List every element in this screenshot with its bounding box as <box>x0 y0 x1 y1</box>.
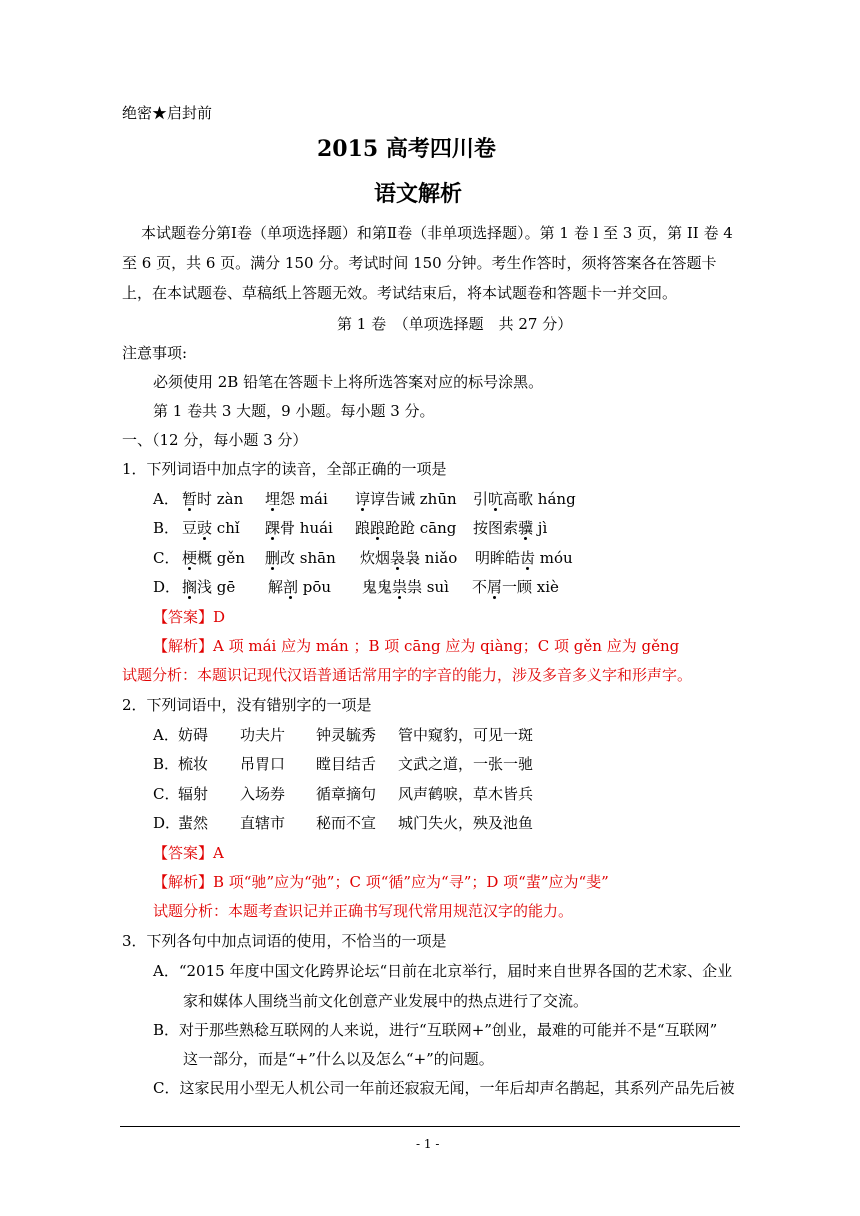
option-item: 文武之道，一张一驰 <box>398 755 534 773</box>
page-subtitle: 语文解析 <box>374 181 463 207</box>
section-heading: 一、（12 分，每小题 3 分） <box>122 431 308 449</box>
option-item: 秘而不宣 <box>316 814 377 832</box>
option-item: 豆豉 chǐ <box>182 519 240 537</box>
emphasis-dot-char: 袅 <box>390 549 406 567</box>
option-item: 钟灵毓秀 <box>316 726 377 744</box>
emphasis-dot-char: 剖 <box>283 578 299 596</box>
emphasis-dot-char: 梗 <box>182 549 198 567</box>
option-item: 暂时 zàn <box>182 490 244 508</box>
option-item: 入场券 <box>240 785 286 803</box>
notes-label: 注意事项: <box>122 344 188 362</box>
option-item: 炊烟袅袅 niǎo <box>360 549 458 567</box>
option-item: 搁浅 gē <box>182 578 236 596</box>
analysis-line: 【解析】B 项“驰”应为“弛”；C 项“循”应为“寻”；D 项“蜚”应为“斐” <box>153 873 609 891</box>
option-item: 循章摘句 <box>316 785 377 803</box>
option-item: 城门失火，殃及池鱼 <box>398 814 534 832</box>
emphasis-dot-char: 屑 <box>487 578 503 596</box>
option-text: 这一部分，而是“+”什么以及怎么“+”的问题。 <box>183 1050 494 1068</box>
intro-line: 上，在本试题卷、草稿纸上答题无效。考试结束后，将本试题卷和答题卡一并交回。 <box>122 284 678 302</box>
intro-line: 至 6 页，共 6 页。满分 150 分。考试时间 150 分钟。考生作答时，须将答案各在答题卡 <box>122 254 717 272</box>
analysis-note: 试题分析：本题考查识记并正确书写现代常用规范汉字的能力。 <box>153 902 574 920</box>
option-item: 梗概 gěn <box>182 549 245 567</box>
page-title: 2015 高考四川卷 <box>317 136 496 162</box>
emphasis-dot-char: 暂 <box>182 490 198 508</box>
option-item: 踉踉跄跄 cāng <box>355 519 457 537</box>
option-label: B． <box>153 755 180 773</box>
option-label: D． <box>153 578 181 596</box>
note-item: 第 1 卷共 3 大题，9 小题。每小题 3 分。 <box>153 402 435 420</box>
option-item: 按图索骥 jì <box>473 519 548 537</box>
option-item: 删改 shān <box>265 549 336 567</box>
option-text: A．“2015 年度中国文化跨界论坛“日前在北京举行，届时来自世界各国的艺术家、企业 <box>153 962 733 980</box>
option-text: B．对于那些熟稔互联网的人来说，进行“互联网+”创业，最难的可能并不是“互联网” <box>153 1021 718 1039</box>
emphasis-dot-char: 删 <box>265 549 281 567</box>
option-item: 梳妆 <box>178 755 209 773</box>
option-item: 蜚然 <box>178 814 209 832</box>
option-item: 不屑一顾 xiè <box>472 578 559 596</box>
option-item: 辐射 <box>178 785 209 803</box>
option-label: A． <box>153 490 179 508</box>
analysis-note: 试题分析：本题识记现代汉语普通话常用字的字音的能力，涉及多音多义字和形声字。 <box>122 666 693 684</box>
option-item: 鬼鬼祟祟 suì <box>362 578 449 596</box>
page-number: - 1 - <box>416 1137 440 1151</box>
footer-rule <box>120 1126 740 1127</box>
part-heading: 第 1 卷 （单项选择题 共 27 分） <box>337 315 573 333</box>
question-stem: 1．下列词语中加点字的读音，全部正确的一项是 <box>122 460 447 478</box>
emphasis-dot-char: 豉 <box>197 519 213 537</box>
emphasis-dot-char: 谆 <box>355 490 371 508</box>
answer-line: 【答案】D <box>153 608 226 626</box>
option-item: 明眸皓齿 móu <box>475 549 573 567</box>
option-label: D． <box>153 814 181 832</box>
option-item: 引吭高歌 háng <box>473 490 576 508</box>
emphasis-dot-char: 骥 <box>518 519 534 537</box>
question-stem: 3．下列各句中加点词语的使用，不恰当的一项是 <box>122 932 447 950</box>
option-item: 埋怨 mái <box>265 490 328 508</box>
analysis-line: 【解析】A 项 mái 应为 mán ；B 项 cāng 应为 qiàng；C 项 gěn 应为 gěng <box>153 637 680 655</box>
emphasis-dot-char: 齿 <box>520 549 536 567</box>
option-item: 妨碍 <box>178 726 209 744</box>
option-item: 直辖市 <box>240 814 286 832</box>
option-item: 吊胃口 <box>240 755 286 773</box>
confidential-label: 绝密★启封前 <box>122 104 213 122</box>
option-label: C． <box>153 785 180 803</box>
emphasis-dot-char: 踉 <box>370 519 386 537</box>
option-item: 风声鹤唳，草木皆兵 <box>398 785 534 803</box>
emphasis-dot-char: 搁 <box>182 578 198 596</box>
emphasis-dot-char: 踝 <box>265 519 281 537</box>
option-item: 踝骨 huái <box>265 519 333 537</box>
option-label: C． <box>153 549 180 567</box>
emphasis-dot-char: 埋 <box>265 490 281 508</box>
option-label: B． <box>153 519 180 537</box>
question-stem: 2．下列词语中，没有错别字的一项是 <box>122 696 372 714</box>
option-item: 谆谆告诫 zhūn <box>355 490 457 508</box>
note-item: 必须使用 2B 铅笔在答题卡上将所选答案对应的标号涂黑。 <box>153 373 544 391</box>
option-item: 瞠目结舌 <box>316 755 377 773</box>
intro-line: 本试题卷分第Ⅰ卷（单项选择题）和第Ⅱ卷（非单项选择题）。第 1 卷 l 至 3 页，第 II 卷 4 <box>141 224 733 242</box>
option-label: A． <box>153 726 179 744</box>
option-item: 解剖 pōu <box>268 578 332 596</box>
emphasis-dot-char: 祟 <box>392 578 408 596</box>
option-text: C．这家民用小型无人机公司一年前还寂寂无闻，一年后却声名鹊起，其系列产品先后被 <box>153 1079 735 1097</box>
option-text: 家和媒体人围绕当前文化创意产业发展中的热点进行了交流。 <box>183 992 589 1010</box>
answer-line: 【答案】A <box>153 844 224 862</box>
option-item: 功夫片 <box>240 726 286 744</box>
option-item: 管中窥豹，可见一斑 <box>398 726 534 744</box>
emphasis-dot-char: 吭 <box>488 490 504 508</box>
